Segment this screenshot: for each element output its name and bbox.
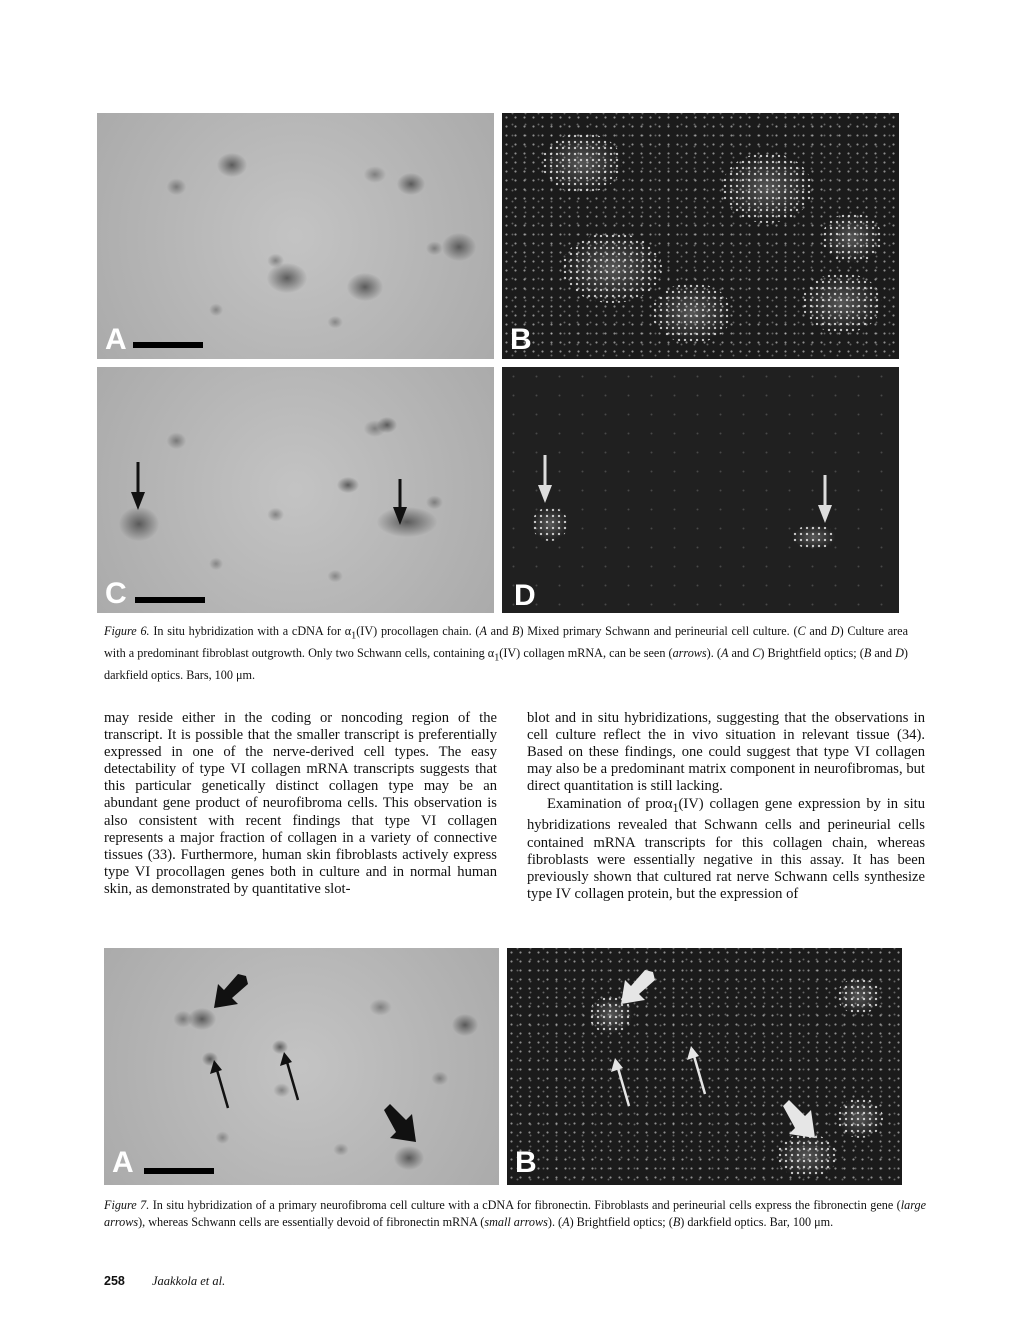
arrow-icon [538,455,552,503]
cell-signal [562,233,662,303]
cell-signal [792,525,836,549]
figure7-panel-a [104,948,499,1185]
page-number: 258 [104,1274,125,1288]
cell-signal [777,1134,837,1178]
small-arrow-icon [210,1060,232,1110]
running-head: Jaakkola et al. [152,1274,226,1288]
large-arrow-icon [384,1104,418,1144]
small-arrow-icon [611,1058,633,1108]
paragraph: Examination of proα$_1$(IV) collagen gene expression by in situ hybridizations revealed that Schwann cells and perineurial cells contained mRNA transcripts for this collagen chain, whereas fibroblasts were essentially negative in this assay. It has been previously shown that cultured rat nerve Schwann cells synthesize type IV collagen protein, but the expression of [527,796,925,902]
small-arrow-icon [280,1052,302,1102]
cell [394,1146,424,1170]
cell-signal [822,213,882,263]
body-right-column [527,710,925,903]
panel-label-c: C [105,577,127,610]
cell-signal [837,978,881,1014]
cell [267,263,307,293]
scale-bar [135,597,205,603]
cell-signal [837,1098,883,1138]
cell [442,233,476,261]
cell-signal [532,507,568,541]
cell [119,507,159,541]
figure6-panel-b [502,113,899,359]
cell [347,273,383,301]
figure7-caption: Figure 7. In situ hybridization of a primary neurofibroma cell culture with a cDNA for fibronectin. Fibroblasts and perineurial cells express the fibronectin gene (large arrows), whereas Schwann cells are essentially devoid of fibronectin mRNA (small arrows). (A) Brightfield optics; (B) darkfield optics. Bar, 100 μm. [104,1198,926,1229]
scale-bar [133,342,203,348]
cell [188,1008,216,1030]
figure6-panel-c [97,367,494,613]
panel-label-d: D [514,579,536,612]
paragraph: blot and in situ hybridizations, suggesting that the observations in cell culture reflect the in vivo situation in relevant tissue (34). Based on these findings, one could suggest that type VI collagen may also be a predominant matrix component in neurofibromas, but direct quantitation is still lacking. [527,710,925,795]
small-arrow-icon [687,1046,709,1096]
cell [377,507,437,537]
panel-label-b: B [515,1146,537,1179]
large-arrow-icon [783,1100,817,1140]
scale-bar [144,1168,214,1174]
paragraph: may reside either in the coding or noncoding region of the transcript. It is possible that the smaller transcript is preferentially expressed in one of the nerve-derived cell types. The easy detectability of type VI collagen mRNA transcripts suggests that this particular genetically distinct collagen type may be an abundant gene product of neurofibroma cells. This observation is also consistent with recent findings that type VI collagen represents a major fraction of collagen in a variety of connective tissues (33). Furthermore, human skin fibroblasts actively express type VI procollagen genes both in culture and in normal human skin, as demonstrated by quantitative slot- [104,710,497,897]
large-arrow-icon [619,970,655,1006]
figure6-panel-a [97,113,494,359]
cell [217,153,247,177]
cell-signal [802,273,882,333]
panel-label-a: A [105,323,127,356]
figure6-panel-d [502,367,899,613]
large-arrow-icon [212,974,248,1010]
figure6-caption: Figure 6. In situ hybridization with a cDNA for $\alpha_1(IV)$ procollagen chain. (A and B) Mixed primary Schwann and perineurial cell culture. (C and D) Culture area with a predominant fibroblast outgrowth. Only two Schwann cells, containing $\alpha_1(IV)$ collagen mRNA, can be seen (arrows). (A and C) Brightfield optics; (B and D) darkfield optics. Bars, 100 μm. [104,624,908,682]
cell [397,173,425,195]
cell [337,477,359,493]
cell [452,1014,478,1036]
arrow-icon [131,462,145,510]
panel-label-a: A [112,1146,134,1179]
cell-signal [652,283,732,343]
arrow-icon [393,479,407,525]
panel-label-b: B [510,323,532,356]
figure7-panel-b [507,948,902,1185]
body-left-column [104,710,497,898]
cell [377,417,397,433]
cell-signal [722,153,812,223]
cell-signal [542,133,622,193]
arrow-icon [818,475,832,523]
